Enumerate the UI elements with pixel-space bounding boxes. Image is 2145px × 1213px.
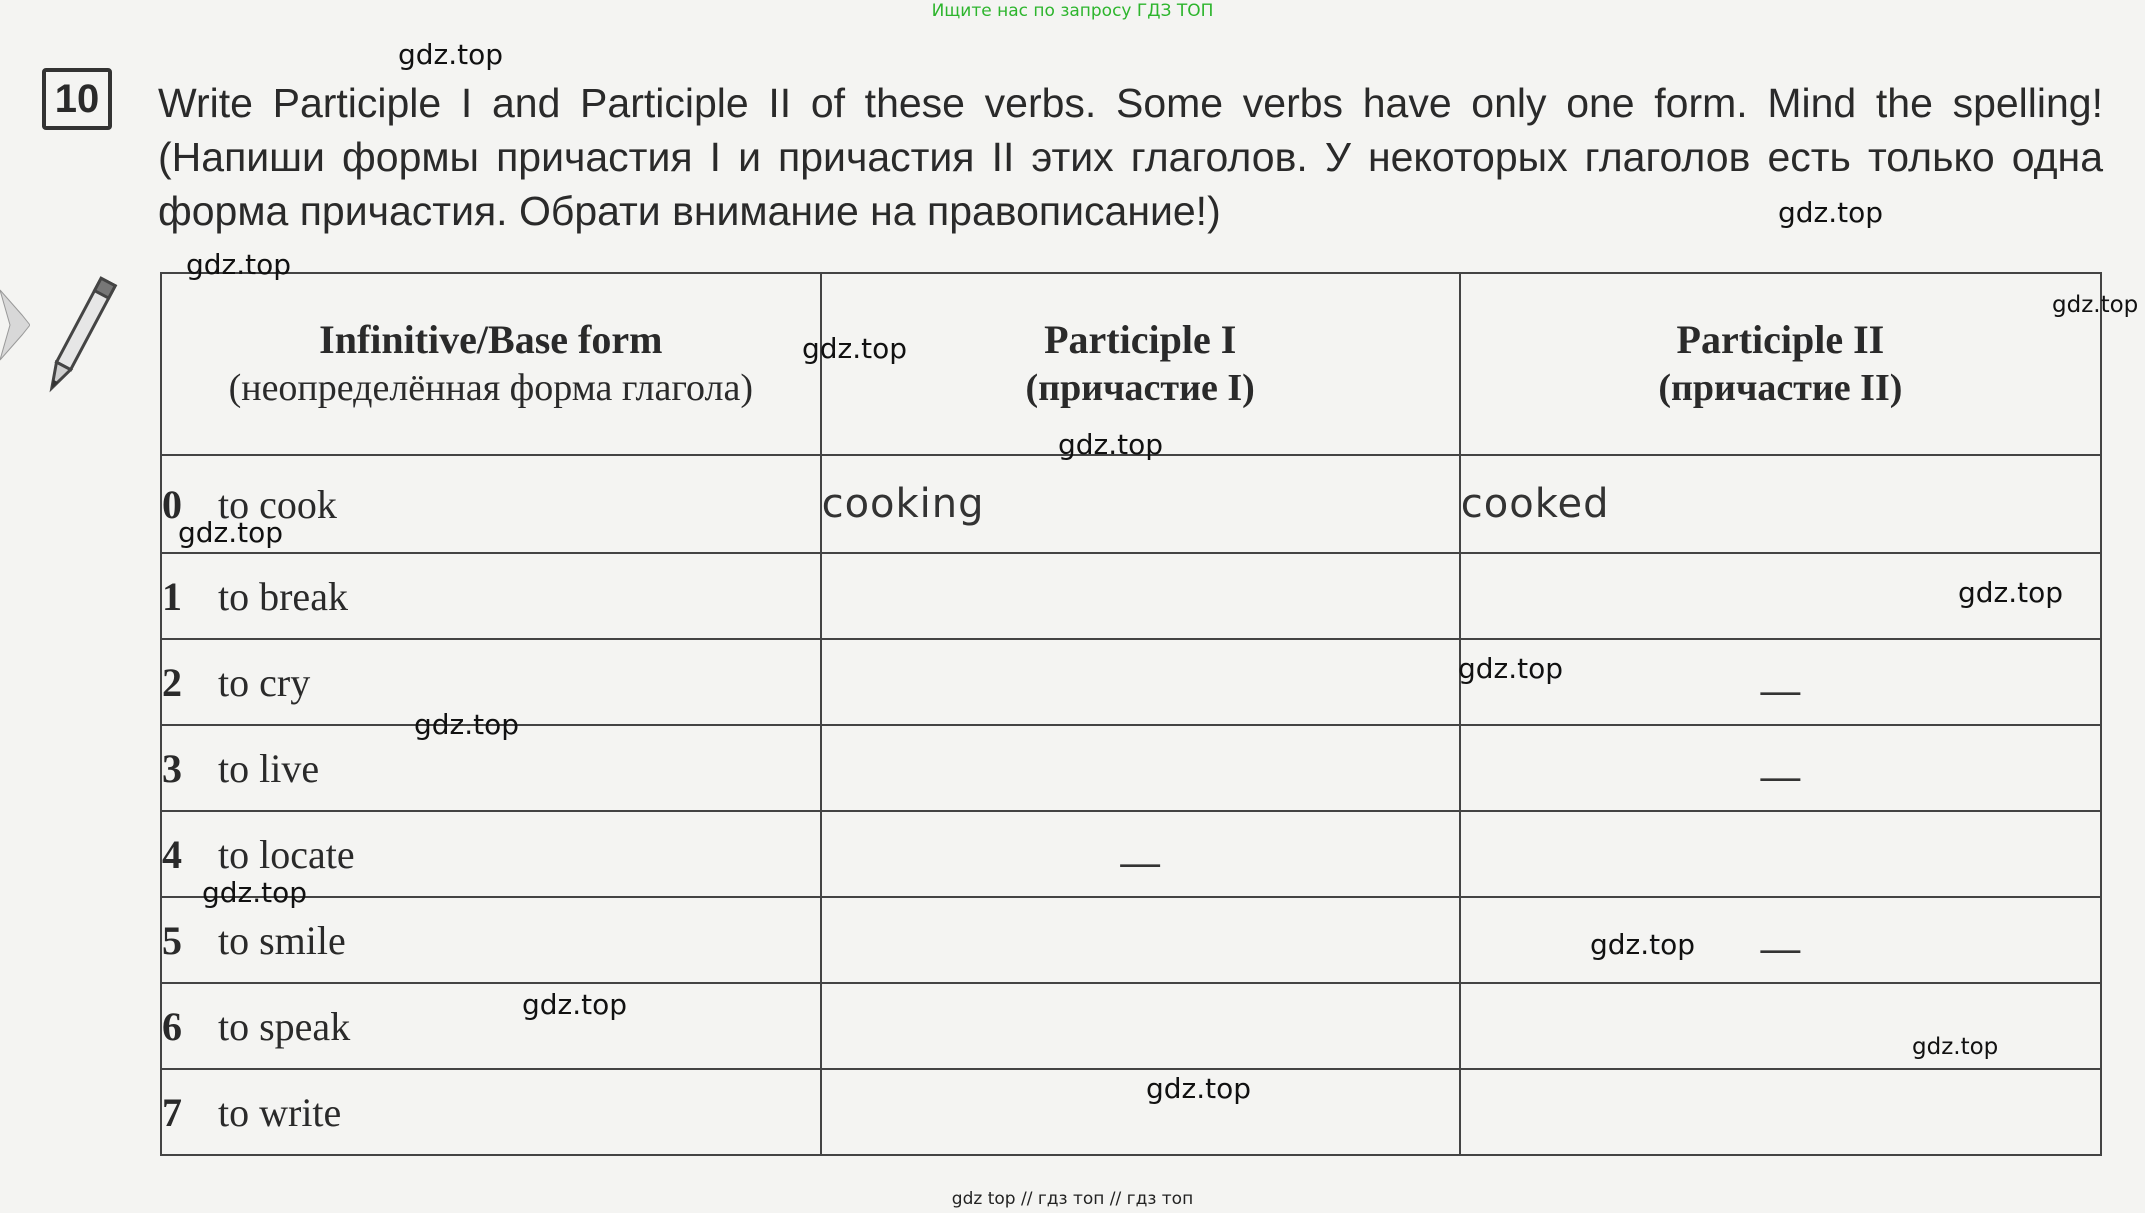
header-participle-1-sub: (причастие I) bbox=[1025, 367, 1255, 409]
header-participle-2-sub: (причастие II) bbox=[1658, 367, 1903, 409]
watermark: gdz.top bbox=[2052, 292, 2139, 318]
table-row bbox=[161, 897, 2101, 983]
verb-cell bbox=[161, 553, 821, 639]
verb-text: to speak bbox=[218, 1003, 351, 1049]
watermark: gdz.top bbox=[1590, 928, 1696, 961]
exercise-number: 10 bbox=[42, 68, 112, 130]
participle-2-cell[interactable] bbox=[1460, 983, 2101, 1069]
participle-1-cell[interactable] bbox=[821, 1069, 1460, 1155]
table-row bbox=[161, 455, 2101, 553]
table-row bbox=[161, 553, 2101, 639]
header-participle-2 bbox=[1460, 273, 2101, 455]
watermark: gdz.top bbox=[1058, 428, 1164, 461]
participle-2-cell[interactable] bbox=[1460, 811, 2101, 897]
top-banner: Ищите нас по запросу ГДЗ ТОП bbox=[931, 1, 1214, 21]
verb-text: to cook bbox=[218, 481, 337, 527]
watermark: gdz.top bbox=[1958, 576, 2064, 609]
watermark: gdz.top bbox=[1778, 196, 1884, 229]
participle-1-cell[interactable]: — bbox=[821, 811, 1460, 897]
participle-2-cell[interactable]: — bbox=[1460, 897, 2101, 983]
verb-cell bbox=[161, 983, 821, 1069]
header-infinitive-title: Infinitive/Base form bbox=[319, 317, 663, 362]
participle-1-answer: cooking bbox=[821, 455, 1460, 553]
participle-1-cell[interactable] bbox=[821, 983, 1460, 1069]
participle-2-cell[interactable]: — bbox=[1460, 639, 2101, 725]
watermark: gdz.top bbox=[186, 248, 292, 281]
verb-text: to cry bbox=[218, 659, 311, 705]
row-number: 5 bbox=[162, 917, 182, 963]
participle-2-cell[interactable]: — bbox=[1460, 725, 2101, 811]
verb-cell bbox=[161, 1069, 821, 1155]
watermark: gdz.top bbox=[414, 708, 520, 741]
watermark: gdz.top bbox=[1912, 1034, 1999, 1060]
table-row bbox=[161, 1069, 2101, 1155]
watermark: gdz.top bbox=[802, 332, 908, 365]
watermark: gdz.top bbox=[398, 38, 504, 71]
verb-text: to write bbox=[218, 1089, 342, 1135]
table-row bbox=[161, 983, 2101, 1069]
verb-text: to break bbox=[218, 573, 348, 619]
participle-1-cell[interactable] bbox=[821, 639, 1460, 725]
watermark: gdz.top bbox=[1458, 652, 1564, 685]
verb-text: to live bbox=[218, 745, 320, 791]
header-participle-2-title: Participle II bbox=[1676, 317, 1885, 362]
pencil-icon bbox=[30, 270, 130, 400]
participle-1-cell[interactable] bbox=[821, 897, 1460, 983]
row-number: 1 bbox=[162, 573, 182, 619]
decorative-star-icon bbox=[0, 280, 30, 370]
table-row bbox=[161, 811, 2101, 897]
verb-cell bbox=[161, 897, 821, 983]
header-infinitive-sub: (неопределённая форма глагола) bbox=[228, 367, 753, 409]
bottom-banner: gdz top // гдз топ // гдз топ bbox=[951, 1189, 1194, 1209]
row-number: 6 bbox=[162, 1003, 182, 1049]
row-number: 0 bbox=[162, 481, 182, 527]
watermark: gdz.top bbox=[522, 988, 628, 1021]
watermark: gdz.top bbox=[202, 876, 308, 909]
header-participle-1-title: Participle I bbox=[1044, 317, 1237, 362]
exercise-instruction: Write Participle I and Participle II of these verbs. Some verbs have only one form. Mind the spelling! (Напиши формы причастия I и причастия II этих глаголов. У некоторых глаголов есть только одна форма причастия. Обрати внимание на правописание!) bbox=[158, 80, 2103, 234]
row-number: 4 bbox=[162, 831, 182, 877]
watermark: gdz.top bbox=[1146, 1072, 1252, 1105]
verb-text: to smile bbox=[218, 917, 346, 963]
verb-text: to locate bbox=[218, 831, 355, 877]
row-number: 7 bbox=[162, 1089, 182, 1135]
watermark: gdz.top bbox=[178, 516, 284, 549]
participle-1-cell[interactable] bbox=[821, 725, 1460, 811]
header-infinitive bbox=[161, 273, 821, 455]
participle-2-answer: cooked bbox=[1460, 455, 2101, 553]
participle-1-cell[interactable] bbox=[821, 553, 1460, 639]
row-number: 2 bbox=[162, 659, 182, 705]
row-number: 3 bbox=[162, 745, 182, 791]
participle-2-cell[interactable] bbox=[1460, 1069, 2101, 1155]
